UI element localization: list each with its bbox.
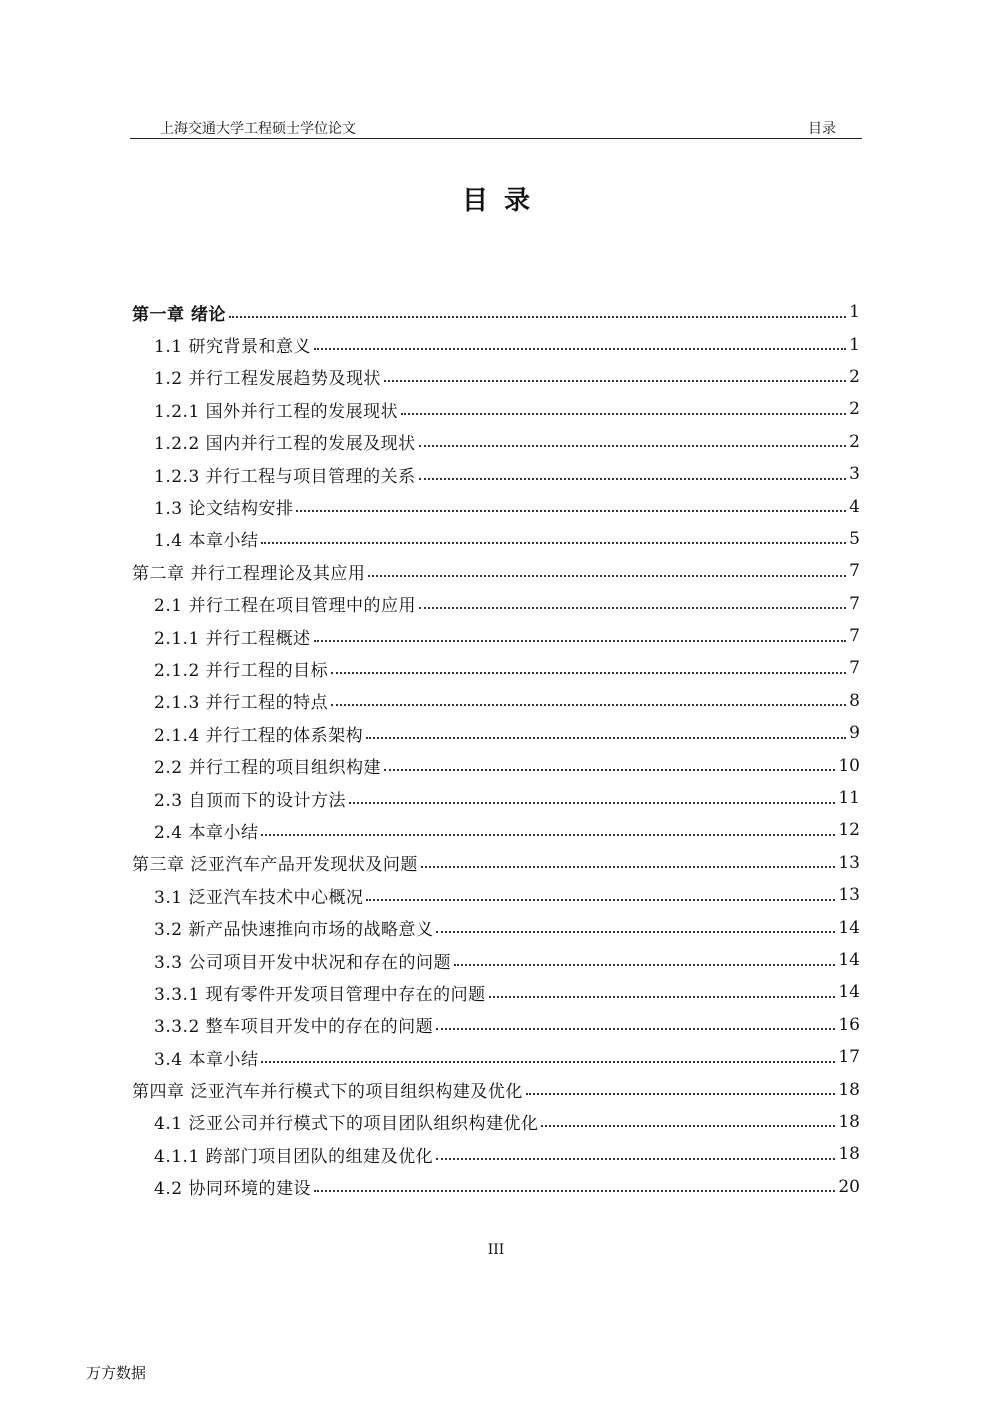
toc-dot-leader [331,671,846,674]
toc-section-entry[interactable] [132,814,860,846]
toc-section-entry[interactable] [132,490,860,522]
toc-dot-leader [229,315,846,318]
toc-page-number: 20 [838,1176,860,1197]
toc-dot-leader [366,898,835,901]
toc-page-number: 11 [838,788,860,809]
toc-dot-leader [314,1189,835,1192]
toc-section-entry[interactable] [132,749,860,781]
toc-dot-leader [436,930,835,933]
toc-page-number: 13 [838,885,860,906]
toc-dot-leader [541,1124,835,1127]
toc-page-number: 2 [849,366,860,387]
toc-dot-leader [436,1157,835,1160]
toc-section-entry[interactable] [132,879,860,911]
toc-dot-leader [366,736,846,739]
toc-entry-title: 1.1 研究背景和意义 [154,337,311,358]
toc-entry-title: 2.1.3 并行工程的特点 [154,693,329,714]
toc-entry-title: 1.2.3 并行工程与项目管理的关系 [154,466,416,487]
toc-entry-title: 1.2 并行工程发展趋势及现状 [154,369,381,390]
toc-section-entry[interactable] [132,361,860,393]
toc-section-entry[interactable] [132,1041,860,1073]
toc-dot-leader [526,1092,835,1095]
toc-section-entry[interactable] [132,911,860,943]
header-thesis-title: 上海交通大学工程硕士学位论文 [160,121,356,137]
table-of-contents [132,296,860,1203]
toc-dot-leader [384,768,835,771]
toc-page-number: 1 [849,334,860,355]
toc-page-number: 1 [849,302,860,323]
toc-entry-title: 2.4 本章小结 [154,822,259,843]
toc-section-entry[interactable] [132,782,860,814]
toc-dot-leader [261,1060,835,1063]
toc-entry-title: 1.4 本章小结 [154,531,259,552]
toc-page-number: 18 [838,1079,860,1100]
toc-entry-title: 4.1 泛亚公司并行模式下的项目团队组织构建优化 [154,1114,539,1135]
toc-entry-title: 2.2 并行工程的项目组织构建 [154,758,381,779]
toc-entry-title: 3.3 公司项目开发中状况和存在的问题 [154,952,451,973]
toc-dot-leader [331,703,846,706]
toc-section-entry[interactable] [132,588,860,620]
toc-section-entry[interactable] [132,685,860,717]
toc-section-entry[interactable] [132,523,860,555]
toc-dot-leader [454,963,835,966]
toc-entry-title: 第四章 泛亚汽车并行模式下的项目组织构建及优化 [132,1082,523,1103]
watermark: 万方数据 [86,1364,147,1382]
running-header [130,116,862,139]
toc-dot-leader [421,865,835,868]
toc-dot-leader [314,639,847,642]
toc-section-entry[interactable] [132,1138,860,1170]
toc-entry-title: 1.2.2 国内并行工程的发展及现状 [154,434,416,455]
toc-page-number: 7 [849,658,860,679]
toc-page-number: 3 [849,464,860,485]
toc-page-number: 12 [838,820,860,841]
toc-dot-leader [489,995,836,998]
toc-page-number: 14 [838,950,860,970]
toc-page-number: 2 [849,431,860,452]
toc-dot-leader [314,347,846,350]
toc-dot-leader [384,379,846,382]
toc-entry-title: 4.2 协同环境的建设 [154,1179,311,1200]
toc-page-number: 7 [849,626,860,647]
toc-section-entry[interactable] [132,393,860,425]
toc-entry-title: 2.1.1 并行工程概述 [154,628,311,649]
toc-entry-title: 3.2 新产品快速推向市场的战略意义 [154,920,434,941]
toc-section-entry[interactable] [132,458,860,490]
toc-section-entry[interactable] [132,1171,860,1203]
toc-page-number: 14 [838,917,860,938]
toc-entry-title: 第二章 并行工程理论及其应用 [132,563,366,584]
toc-dot-leader [261,541,846,544]
toc-chapter-entry[interactable] [132,847,860,879]
toc-entry-title: 第三章 泛亚汽车产品开发现状及问题 [132,855,418,876]
toc-section-entry[interactable] [132,1009,860,1041]
toc-section-entry[interactable] [132,1106,860,1138]
toc-dot-leader [419,606,846,609]
toc-page-number: 8 [849,690,860,711]
toc-section-entry[interactable] [132,620,860,652]
toc-page-number: 4 [849,496,860,517]
toc-entry-title: 3.3.1 现有零件开发项目管理中存在的问题 [154,984,486,1005]
toc-dot-leader [436,1027,835,1030]
toc-dot-leader [349,801,835,804]
page-number: III [487,1242,505,1258]
toc-page-number: 16 [838,1014,860,1035]
toc-chapter-entry[interactable] [132,1073,860,1105]
toc-page-number: 14 [838,982,860,1003]
toc-section-entry[interactable] [132,976,860,1008]
toc-page-number: 18 [838,1111,860,1132]
toc-page-number: 2 [849,399,860,420]
toc-page-number: 7 [849,561,860,582]
toc-entry-title: 3.3.2 整车项目开发中的存在的问题 [154,1017,434,1038]
toc-page-number: 10 [838,755,860,776]
toc-page-number: 13 [838,852,860,873]
toc-entry-title: 3.4 本章小结 [154,1049,259,1070]
toc-section-entry[interactable] [132,944,860,976]
toc-entry-title: 4.1.1 跨部门项目团队的组建及优化 [154,1146,434,1167]
header-section-name: 目录 [808,121,836,137]
toc-page-number: 17 [838,1047,860,1068]
toc-dot-leader [419,477,847,480]
toc-page-number: 5 [849,528,860,549]
toc-dot-leader [401,412,846,415]
toc-dot-leader [261,833,835,836]
toc-dot-leader [296,509,846,512]
toc-section-entry[interactable] [132,717,860,749]
toc-chapter-entry[interactable] [132,296,860,328]
toc-chapter-entry[interactable] [132,555,860,587]
toc-page-number: 7 [849,593,860,614]
toc-entry-title: 2.1.2 并行工程的目标 [154,660,329,681]
toc-entry-title: 1.3 论文结构安排 [154,499,294,520]
toc-section-entry[interactable] [132,328,860,360]
toc-dot-leader [368,574,846,577]
toc-section-entry[interactable] [132,426,860,458]
toc-entry-title: 1.2.1 国外并行工程的发展现状 [154,401,399,422]
toc-entry-title: 2.1 并行工程在项目管理中的应用 [154,596,416,617]
toc-dot-leader [419,444,847,447]
toc-entry-title: 2.1.4 并行工程的体系架构 [154,725,364,746]
toc-page-number: 9 [849,723,860,744]
toc-entry-title: 第一章 绪论 [132,304,226,325]
toc-page-number: 18 [838,1144,860,1165]
toc-entry-title: 2.3 自顶而下的设计方法 [154,790,346,811]
toc-section-entry[interactable] [132,652,860,684]
page-title: 目录 [461,186,546,216]
toc-entry-title: 3.1 泛亚汽车技术中心概况 [154,887,364,908]
